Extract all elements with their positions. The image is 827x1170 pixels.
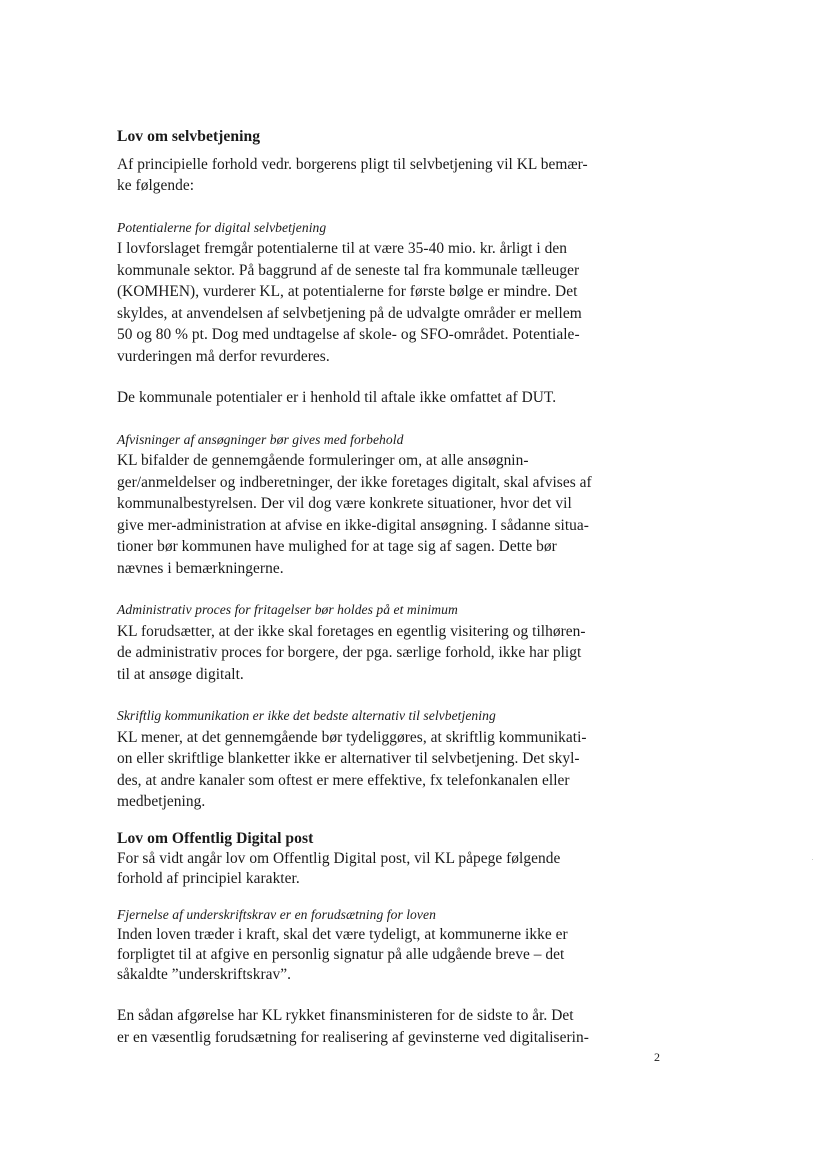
body-line: er en væsentlig forudsætning for realisering af gevinsterne ved digitaliserin-: [117, 1028, 589, 1046]
subheading-underskriftskrav: Fjernelse af underskriftskrav er en forudsætning for loven: [117, 907, 436, 922]
intro-line: ke følgende:: [117, 177, 195, 194]
subheading-afvisninger: Afvisninger af ansøgninger bør gives med forbehold: [117, 431, 404, 447]
body-line: KL bifalder de gennemgående formuleringer om, at alle ansøgnin-: [117, 452, 529, 469]
body-line: De kommunale potentialer er i henhold til aftale ikke omfattet af DUT.: [117, 389, 557, 406]
body-line: vurderingen må derfor revurderes.: [117, 347, 330, 365]
body-line: En sådan afgørelse har KL rykket finansministeren for de sidste to år. Det: [117, 1007, 574, 1024]
section-heading-selvbetjening: Lov om selvbetjening: [117, 128, 261, 145]
body-line: skyldes, at anvendelsen af selvbetjening på de udvalgte områder er mellem: [117, 304, 582, 322]
body-line: til at ansøge digitalt.: [117, 665, 244, 683]
document-page: [117, 126, 717, 1048]
intro-line: Af principielle forhold vedr. borgerens pligt til selvbetjening vil KL bemær-: [117, 155, 588, 173]
body-line: Inden loven træder i kraft, skal det være tydeligt, at kommunerne ikke er: [117, 926, 568, 943]
body-line: medbetjening.: [117, 793, 206, 810]
body-line: kommunalbestyrelsen. Der vil dog være konkrete situationer, hvor det vil: [117, 495, 572, 512]
subheading-administrativ-proces: Administrativ proces for fritagelser bør holdes på et minimum: [117, 602, 458, 617]
body-line: on eller skriftlige blanketter ikke er alternativer til selvbetjening. Det skyl-: [117, 750, 580, 767]
body-line: forpligtet til at afgive en personlig signatur på alle udgående breve – det: [117, 946, 565, 963]
scan-speck: [812, 859, 813, 860]
body-line: give mer-administration at afvise en ikke-digital ansøgning. I sådanne situa-: [117, 516, 589, 534]
body-line: 50 og 80 % pt. Dog med undtagelse af skole- og SFO-området. Potentiale-: [117, 326, 580, 343]
body-line: (KOMHEN), vurderer KL, at potentialerne for første bølge er mindre. Det: [117, 283, 578, 300]
subheading-potentialer: Potentialerne for digital selvbetjening: [117, 219, 327, 235]
body-line: såkaldte ”underskriftskrav”.: [117, 966, 292, 983]
body-line: ger/anmeldelser og indberetninger, der ikke foretages digitalt, skal afvises af: [117, 473, 592, 491]
body-line: KL forudsætter, at der ikke skal foretages en egentlig visitering og tilhøren-: [117, 622, 586, 640]
intro-line: For så vidt angår lov om Offentlig Digital post, vil KL påpege følgende: [117, 850, 561, 867]
subheading-skriftlig-kommunikation: Skriftlig kommunikation er ikke det bedste alternativ til selvbetjening: [117, 708, 496, 723]
body-line: I lovforslaget fremgår potentialerne til at være 35-40 mio. kr. årligt i den: [117, 240, 567, 257]
page-number: 2: [654, 1050, 660, 1064]
intro-line: forhold af principiel karakter.: [117, 870, 300, 887]
body-line: kommunale sektor. På baggrund af de seneste tal fra kommunale tælleuger: [117, 261, 580, 279]
body-line: KL mener, at det gennemgående bør tydeliggøres, at skriftlig kommunikati-: [117, 728, 587, 746]
body-line: tioner bør kommunen have mulighed for at tage sig af sagen. Dette bør: [117, 538, 557, 555]
body-line: de administrativ proces for borgere, der pga. særlige forhold, ikke har pligt: [117, 644, 582, 661]
section-heading-digital-post: Lov om Offentlig Digital post: [117, 829, 314, 847]
body-line: nævnes i bemærkningerne.: [117, 559, 284, 577]
body-line: des, at andre kanaler som oftest er mere effektive, fx telefonkanalen eller: [117, 771, 570, 789]
